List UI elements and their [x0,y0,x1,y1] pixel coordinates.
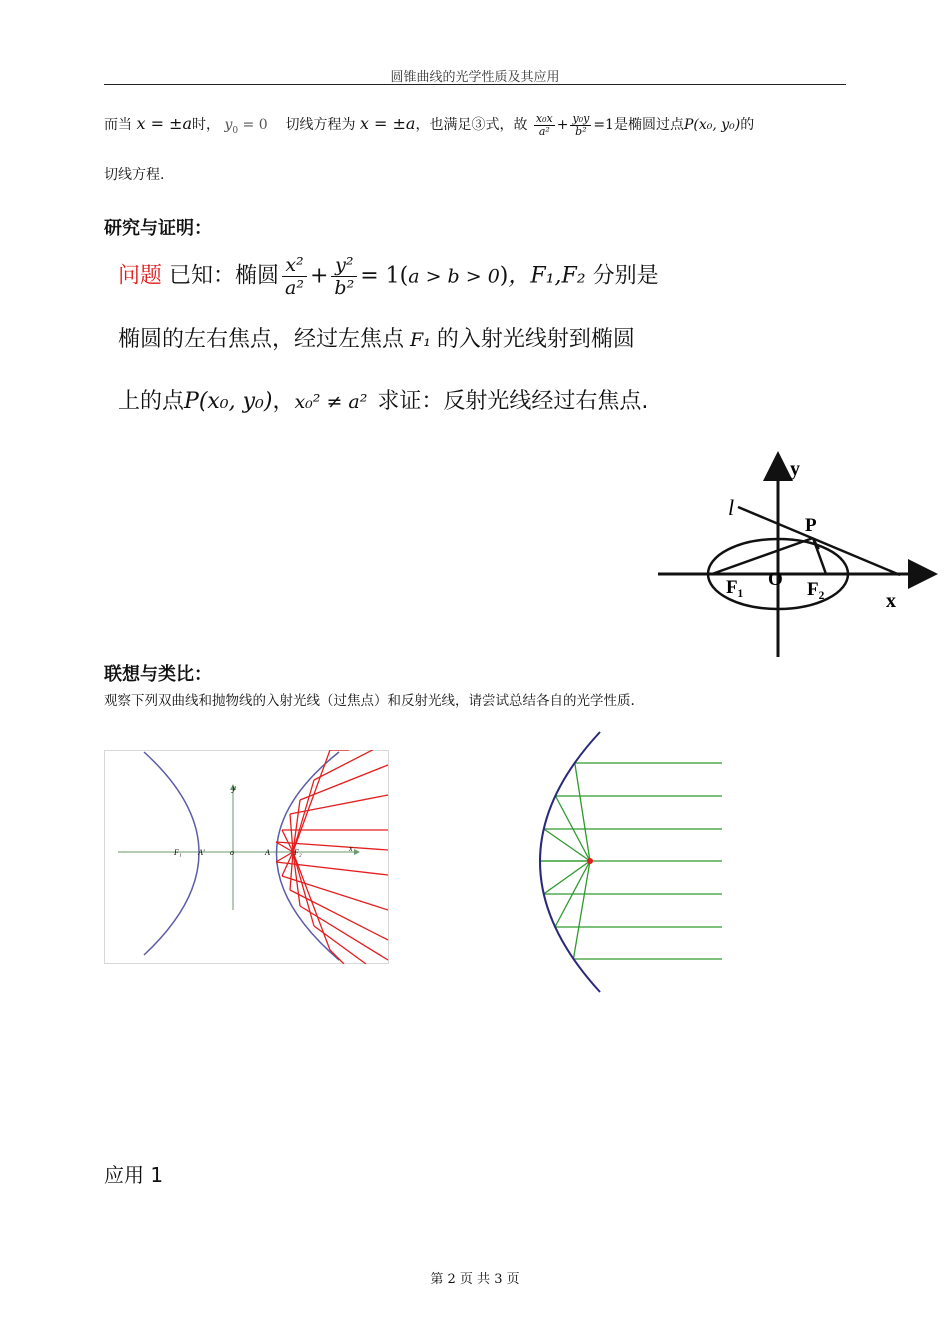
problem-text: 的入射光线射到椭圆 [436,327,635,352]
parabola-focus-dot [587,858,593,864]
problem-text: 求证：反射光线经过右焦点. [377,389,649,414]
fraction-denominator: a² [285,277,304,299]
paragraph-tangent-condition [104,112,864,143]
page-footer: 第 2 页 共 3 页 [430,1272,520,1287]
close-paren: ) [499,263,509,289]
problem-text: 已知：椭圆 [169,263,280,289]
label-f1: F₁ [174,848,182,857]
text-segment: 而当 [104,117,132,133]
problem-line-2 [118,322,838,353]
fraction-denominator: b² [575,124,587,138]
math-f1: F₁ [410,329,431,351]
analogy-caption: 观察下列双曲线和抛物线的入射光线（过焦点）和反射光线，请尝试总结各自的光学性质. [104,693,635,709]
plus-sign: + [309,263,329,289]
math-point-p: P(x₀, y₀) [184,389,273,414]
math-rest: = 0 [238,117,268,133]
fraction-x0x-over-a2 [534,113,555,138]
problem-text: 上的点 [118,389,185,414]
label-a: A [265,848,270,857]
fraction-numerator: y² [331,254,357,277]
math-foci: ，F₁,F₂ [508,263,586,289]
comma: ， [272,389,295,414]
fraction-numerator: x₀x [535,111,553,125]
label-o: O [768,569,783,590]
page-header-title: 圆锥曲线的光学性质及其应用 [390,70,560,85]
label-y: y [232,783,236,793]
math-point-p: P(x₀, y₀) [683,117,741,133]
text-segment: ，也满足③式，故 [415,117,528,133]
label-x: x [886,590,896,612]
header-rule [104,84,846,85]
math-x-equals-pm-a: x = ±a [359,114,416,133]
ellipse-reflection-figure [650,445,940,660]
fraction-y0y-over-b2 [570,113,591,138]
math-y0-zero [224,117,268,136]
label-f2: F₂ [807,579,825,600]
fraction-denominator: a² [538,124,550,138]
label-o: o [230,848,234,857]
fraction-denominator: b² [334,277,355,299]
text-segment: 是椭圆过点 [613,117,684,133]
fraction-y2-over-b2 [331,254,357,299]
math-sub: 0 [232,125,239,136]
figure-frame [105,751,389,964]
problem-text: 分别是 [592,263,659,289]
hyperbola-reflection-figure [104,750,389,964]
fraction-numerator: x² [282,254,307,277]
equals-one: = 1( [360,263,409,289]
incident-ray [712,538,813,574]
label-l: l [728,495,735,520]
incident-ray [544,829,590,861]
equals-one: =1 [593,117,614,133]
problem-line-3 [118,384,838,415]
label-x: x [349,844,353,853]
fraction-x2-over-a2 [282,254,307,299]
section-heading-analogy: 联想与类比： [104,664,212,685]
plus-sign: + [556,117,569,133]
label-f1: F₁ [726,577,744,598]
text-segment: 切线方程为 [285,117,356,133]
incident-ray [544,861,590,894]
problem-label: 问题 [118,263,163,289]
text-segment: 的 [740,117,755,133]
fraction-numerator: y₀y [572,111,590,125]
label-a-prime: A' [198,848,205,857]
problem-text: 椭圆的左右焦点，经过左焦点 [118,327,405,352]
parabola-rays-group [540,763,722,959]
problem-line-1 [118,254,838,299]
paragraph-tangent-end: 切线方程. [104,167,165,183]
label-f2: F₂ [294,848,302,857]
label-y: y [790,458,800,480]
condition-a-gt-b-gt-0: a > b > 0 [408,265,500,288]
math-x0-neq-a: x₀² ≠ a² [294,391,368,413]
parabola-reflection-figure [530,730,730,995]
math-var: y [224,117,233,133]
application-heading: 应用 1 [104,1163,164,1187]
text-segment: 时， [192,117,220,133]
section-heading-research: 研究与证明： [104,218,212,239]
label-p: P [805,515,817,536]
math-x-equals-pm-a: x = ±a [136,114,192,133]
